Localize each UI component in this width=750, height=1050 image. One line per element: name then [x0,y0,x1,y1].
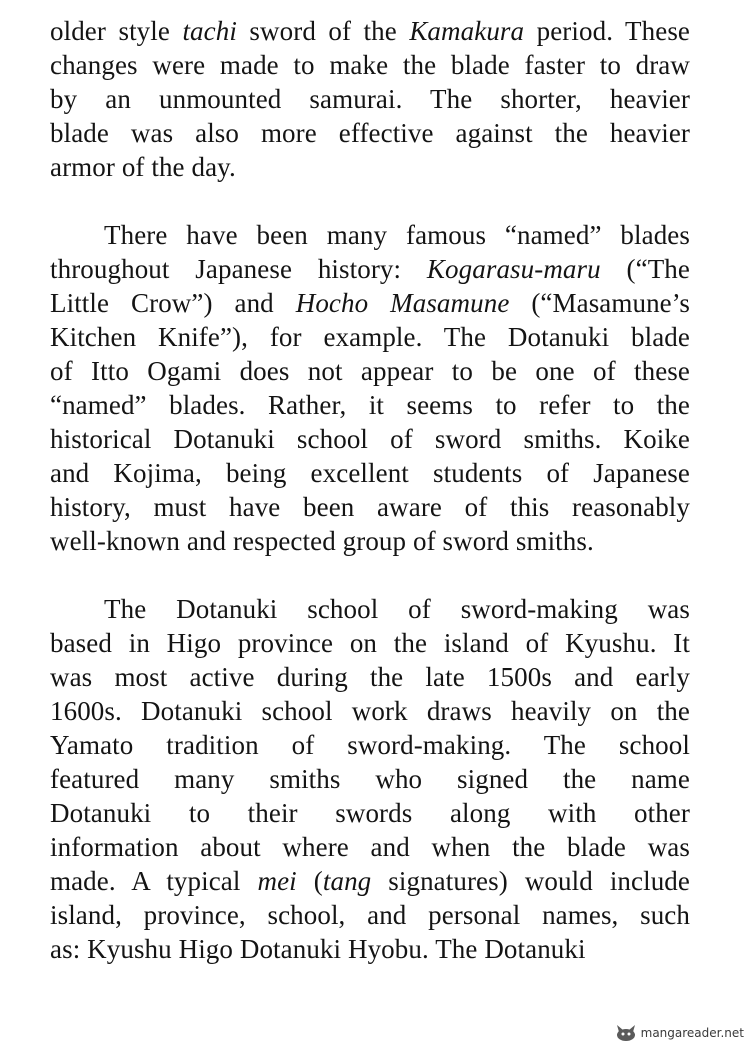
text-line [50,660,690,694]
text-run: featured many smiths who signed the name [50,764,690,794]
text-line [50,898,690,932]
text-run: (“The [600,254,690,284]
mangareader-logo-icon [615,1024,637,1042]
text-run: changes were made to make the blade faster to draw [50,50,690,80]
text-run: armor of the day. [50,152,236,182]
text-line [50,14,690,48]
text-line [50,932,586,966]
text-line [50,82,690,116]
text-run: made. A typical [50,866,258,896]
italic-term: mei [257,866,297,896]
watermark [615,1024,744,1042]
text-line [50,728,690,762]
text-run: 1600s. Dotanuki school work draws heavily on the [50,696,690,726]
text-line [50,830,690,864]
text-line [50,694,690,728]
text-run: historical Dotanuki school of sword smiths. Koike [50,424,690,454]
text-run: period. These [524,16,691,46]
text-run: island, province, school, and personal names, such [50,900,690,930]
text-run: sword of the [236,16,410,46]
text-line [50,150,236,184]
text-run: by an unmounted samurai. The shorter, heavier [50,84,690,114]
text-line [104,592,690,626]
text-line [50,48,690,82]
text-run: throughout Japanese history: [50,254,427,284]
watermark-text: mangareader.net [640,1026,744,1040]
text-line [50,354,690,388]
text-run: as: Kyushu Higo Dotanuki Hyobu. The Dotanuki [50,934,586,964]
text-run: blade was also more effective against the heavier [50,118,690,148]
italic-term: tang [322,866,372,896]
text-run: older style [50,16,183,46]
text-run: based in Higo province on the island of Kyushu. It [50,628,690,658]
text-line [50,864,690,898]
text-run: Yamato tradition of sword-making. The school [50,730,690,760]
text-run: Kitchen Knife”), for example. The Dotanuki blade [50,322,690,352]
text-run: Dotanuki to their swords along with other [50,798,690,828]
italic-term: tachi [182,16,237,46]
italic-term: Kamakura [409,16,525,46]
text-line [50,762,690,796]
text-run: Little Crow”) and [50,288,296,318]
text-run: information about where and when the blade was [50,832,690,862]
text-run: (“Masamune’s [509,288,690,318]
text-line [50,796,690,830]
text-run: signatures) would include [371,866,690,896]
text-run: was most active during the late 1500s and early [50,662,690,692]
text-line [50,388,690,422]
italic-term: Kogarasu-maru [426,254,601,284]
text-line [50,320,690,354]
text-line [50,422,690,456]
text-line [50,626,690,660]
text-line [50,456,690,490]
text-run: and Kojima, being excellent students of Japanese [50,458,690,488]
text-line [50,524,594,558]
text-line [50,116,690,150]
text-line [50,286,690,320]
text-run: “named” blades. Rather, it seems to refer to the [50,390,690,420]
text-line [104,218,690,252]
text-line [50,252,690,286]
text-run: of Itto Ogami does not appear to be one of these [50,356,690,386]
italic-term: Hocho Masamune [295,288,510,318]
text-run: ( [296,866,323,896]
text-run: well-known and respected group of sword smiths. [50,526,594,556]
text-run: The Dotanuki school of sword-making was [104,594,690,624]
text-run: There have been many famous “named” blades [104,220,690,250]
text-line [50,490,690,524]
text-run: history, must have been aware of this reasonably [50,492,690,522]
